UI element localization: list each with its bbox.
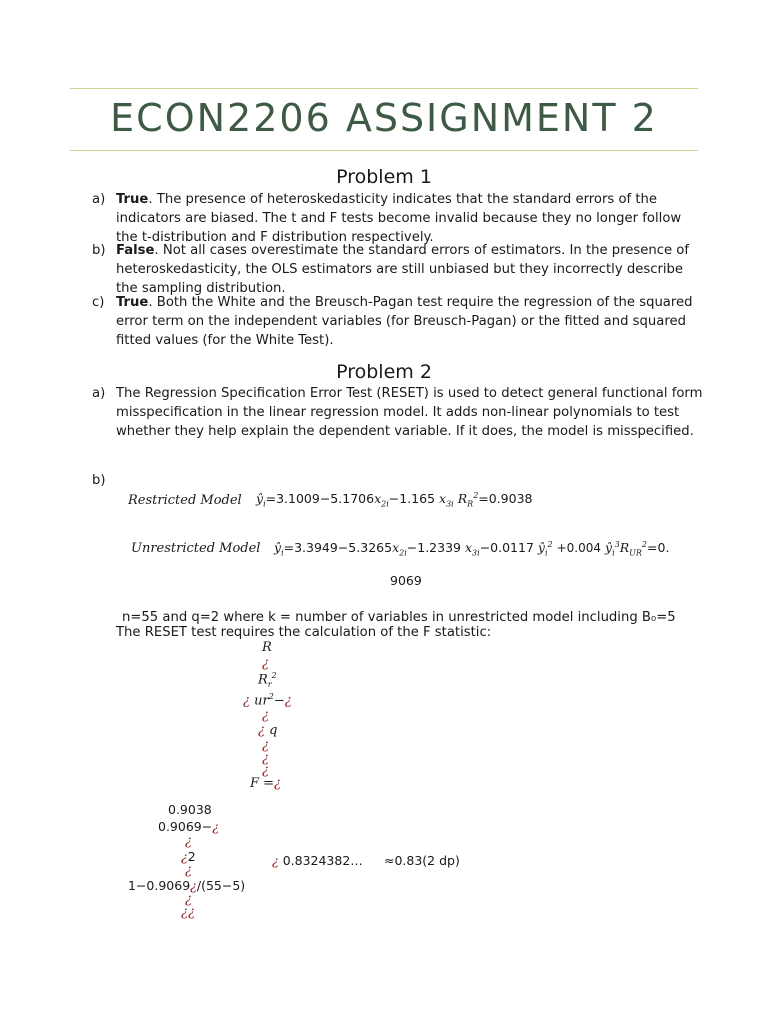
problem1-item-c	[92, 293, 704, 350]
calc-approx: ≈0.83(2 dp)	[384, 853, 460, 868]
formula-glyph: ¿	[262, 708, 269, 723]
formula-r: R	[262, 640, 272, 655]
item-text: . Both the White and the Breusch-Pagan test require the regression of the squared error term on the independent variables (for Breusch-Pagan) or the fitted and squared fitted values (for the White Test).	[116, 295, 693, 348]
unrestricted-r2: =0.	[647, 540, 670, 556]
problem1-heading: Problem 1	[336, 166, 432, 188]
problem2-item-b-label: b)	[92, 473, 106, 488]
calc-denominator: 1−0.9069¿/(55−5)	[128, 878, 246, 893]
calc-result: ¿ 0.8324382…	[272, 853, 363, 868]
restricted-model-label: Restricted Model	[128, 493, 242, 508]
calc-09069: 0.9069−¿	[158, 819, 219, 834]
restricted-r2: =0.9038	[478, 491, 533, 507]
formula-glyph: ¿¿	[181, 905, 195, 920]
item-verdict: True	[116, 295, 149, 310]
calc-2-value: 2	[187, 849, 196, 864]
item-verdict: False	[116, 243, 155, 258]
restricted-coef: =3.1009−5.1706	[265, 491, 375, 507]
problem2-item-a	[92, 384, 704, 441]
problem2-heading: Problem 2	[336, 361, 432, 383]
formula-q: ¿ q	[258, 723, 278, 738]
unrestricted-model-label: Unrestricted Model	[131, 541, 261, 556]
problem1-item-b	[92, 241, 704, 298]
calc-denominator-value: 1−0.9069	[128, 878, 191, 893]
item-text: . Not all cases overestimate the standard errors of estimators. In the presence of heteroskedasticity, the OLS estimators are still unbiased but they incorrectly describe the sampling distribution.	[116, 243, 690, 296]
restricted-model-equation: $ŷ_i=3.1009-5.1706x_{2i}-1.165$ $x_{3i}$ $R_R^2=0.9038$	[256, 491, 533, 509]
reset-test-line: The RESET test requires the calculation of the F statistic:	[116, 625, 492, 640]
unrestricted-r2-continuation: 9069	[390, 573, 422, 588]
formula-glyph: ¿	[262, 738, 269, 753]
calc-2: ¿2	[181, 849, 196, 864]
title-rule	[70, 150, 698, 151]
restricted-coef2: −1.165	[388, 491, 436, 507]
page-title: ECON2206 ASSIGNMENT 2	[110, 96, 658, 140]
formula-f: F =¿	[250, 776, 282, 791]
parameters-line: n=55 and q=2 where k = number of variables in unrestricted model including B₀=5	[122, 610, 676, 625]
item-text: The Regression Specification Error Test (RESET) is used to detect general functional form misspecification in the linear regression model. It adds non-linear polynomials to test whether they help explain the dependent variable. If it does, the model is misspecified.	[116, 386, 703, 439]
item-text: . The presence of heteroskedasticity indicates that the standard errors of the indicators are biased. The t and F tests become invalid because they no longer follow the t-distribution and F distribution respectively.	[116, 192, 682, 245]
item-label: c)	[92, 295, 105, 310]
calc-09069-value: 0.9069−	[158, 819, 213, 834]
unrestricted-coef2: −1.2339	[406, 540, 461, 556]
top-rule	[70, 88, 698, 89]
formula-glyph: ¿	[185, 892, 192, 907]
item-verdict: True	[116, 192, 149, 207]
formula-glyph: ¿	[262, 763, 269, 778]
formula-ur2: ¿ $ur^2-¿$	[243, 692, 292, 709]
formula-glyph: ¿	[262, 751, 269, 766]
item-label: a)	[92, 386, 106, 401]
formula-rr2: $R_r^2$	[258, 671, 277, 689]
calc-result-value: 0.8324382…	[282, 853, 363, 868]
unrestricted-coef3: −0.0117	[479, 540, 534, 556]
item-label: a)	[92, 192, 106, 207]
formula-glyph: ¿	[185, 834, 192, 849]
item-label: b)	[92, 243, 106, 258]
unrestricted-model-equation: $ŷ_i=3.3949-5.3265x_{2i}-1.2339$ $x_{3i}-0.0117$ $ŷ_i^2 +0.004$ $ŷ_i^3R_{UR}^2=0$.	[274, 540, 670, 558]
calc-denominator-value2: /(55−5)	[196, 878, 246, 893]
calc-09038: 0.9038	[168, 802, 212, 817]
formula-glyph: ¿	[185, 863, 192, 878]
formula-glyph: ¿	[262, 656, 269, 671]
unrestricted-coef4: +0.004	[556, 541, 602, 556]
unrestricted-coef: =3.3949−5.3265	[283, 540, 393, 556]
problem1-item-a	[92, 190, 704, 247]
